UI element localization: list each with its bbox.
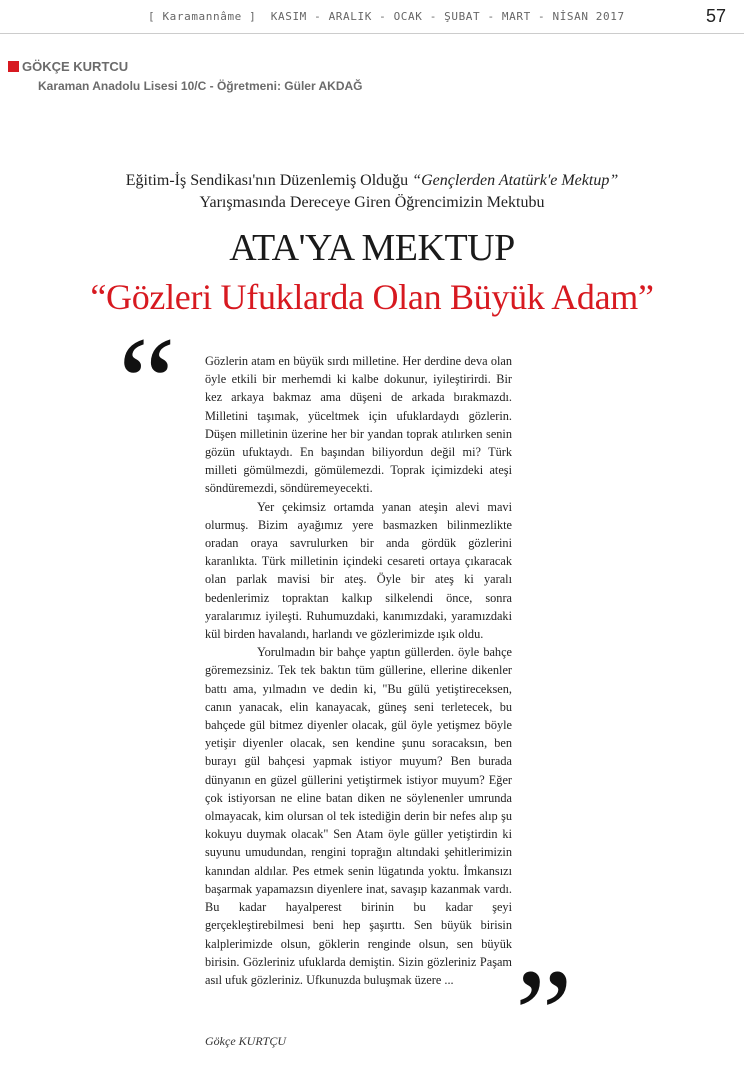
- paragraph: Yer çekimsiz ortamda yanan ateşin alevi mavi olurmuş. Bizim ayağımız yere basmazken bilinmezlikte oradan oraya savrulurken bir anda gördük gözlerini karanlıkta. Türk milletinin içindeki cesareti ortaya çıkaracak olan parlak mavisi bir ateş. Öyle bir ateş ki yaralı bedenlerimiz topraktan kalkıp silkelendi önce, sonra yaralarımız iyileşti. Ruhumuzdaki, kanımızdaki, yaramızdaki kül birden havalandı, harlandı ve gözlerimizde ışık oldu.: [205, 499, 512, 642]
- header-divider: [0, 33, 744, 34]
- open-quote-icon: “: [118, 311, 176, 455]
- article-subtitle: “Gözleri Ufuklarda Olan Büyük Adam”: [90, 277, 654, 317]
- article-title: ATA'YA MEKTUP: [229, 227, 515, 269]
- page-number: 57: [705, 6, 726, 26]
- competition-name: “Gençlerden Atatürk'e Mektup”: [412, 172, 619, 189]
- author-name: GÖKÇE KURTCU: [22, 58, 129, 74]
- close-quote-icon: ”: [515, 943, 573, 1087]
- intro-line1: Eğitim-İş Sendikası'nın Düzenlemiş Olduğu: [125, 172, 413, 189]
- red-square-icon: [8, 61, 19, 72]
- author-block: [8, 57, 363, 93]
- intro-text: [0, 170, 744, 214]
- paragraph: Yorulmadın bir bahçe yaptın güllerden. öyle bahçe göremezsiniz. Tek tek baktın tüm güllerine, ellerine dikenler battı ama, yılmadın ve dedin ki, "Bu gülü yetiştireceksen, canın yanacak, elin kanayacak, güneş seni terletecek, bu bahçede gül bitmez diyenler olacak, gül öyle yetişmez böyle yetişir diyenler olacak, sen kendine şunu soracaksın, ben burayı gül bahçesi yapmak istiyor muyum? Ben burada dünyanın en güzel güllerini yetiştirmek istiyor muyum? Eğer çok istiyorsan ne eline batan diken ne söylenenler umrunda olmayacak, kim olursan ol tek istediğin derin bir nefes alıp şu kokuyu duymak olacak" Sen Atam öyle güller yetiştirdin ki suyunu umudundan, rengini toprağın altındaki şehitlerimizin kanından aldılar. Pes etmek senin lügatında yoktu. İmkansızı başarmak yapamazsın diyenlere inat, savaşıp kazanmak vardı. Bu kadar hayalperest birinin bu kadar şeyi gerçekleştirebilmesi beni hep şaşırttı. Sen büyük birisin kalplerimizde olsun, göklerin renginde olsun, sen büyük birisin. Gözleriniz ufuklarda demiştin. Sizin gözleriniz Paşam asıl ufuk gözleriniz. Ufkunuzda buluşmak üzere ...: [205, 645, 512, 987]
- letter-body: [205, 352, 512, 989]
- paragraph: Gözlerin atam en büyük sırdı milletine. Her derdine deva olan öyle etkili bir merhemdi ki kalbe dokunur, iyileştirirdi. Bir kez arkaya bakmaz ama düşeni de arkada bırakmazdı. Milletini taşımak, yüceltmek için ufuklardaydı gözlerin. Düşen milletinin üzerine her bir yandan toprak atılırken senin gözün ufuktaydı. En başından biliyordun değil mi? Türk milleti gömülmezdi, gömülemezdi. Toprak içimizdeki ateşi söndüremezdi, söndüremeyecekti.: [205, 354, 512, 496]
- issue-months: KASIM - ARALIK - OCAK - ŞUBAT - MART - NİSAN 2017: [270, 10, 625, 23]
- intro-line2: Yarışmasında Dereceye Giren Öğrencimizin Mektubu: [199, 194, 545, 211]
- magazine-name: [ Karamannâme ]: [148, 10, 257, 23]
- signature: Gökçe KURTÇU: [205, 1034, 286, 1048]
- running-header: [148, 10, 625, 23]
- school-info: Karaman Anadolu Lisesi 10/C - Öğretmeni: Güler AKDAĞ: [38, 79, 363, 93]
